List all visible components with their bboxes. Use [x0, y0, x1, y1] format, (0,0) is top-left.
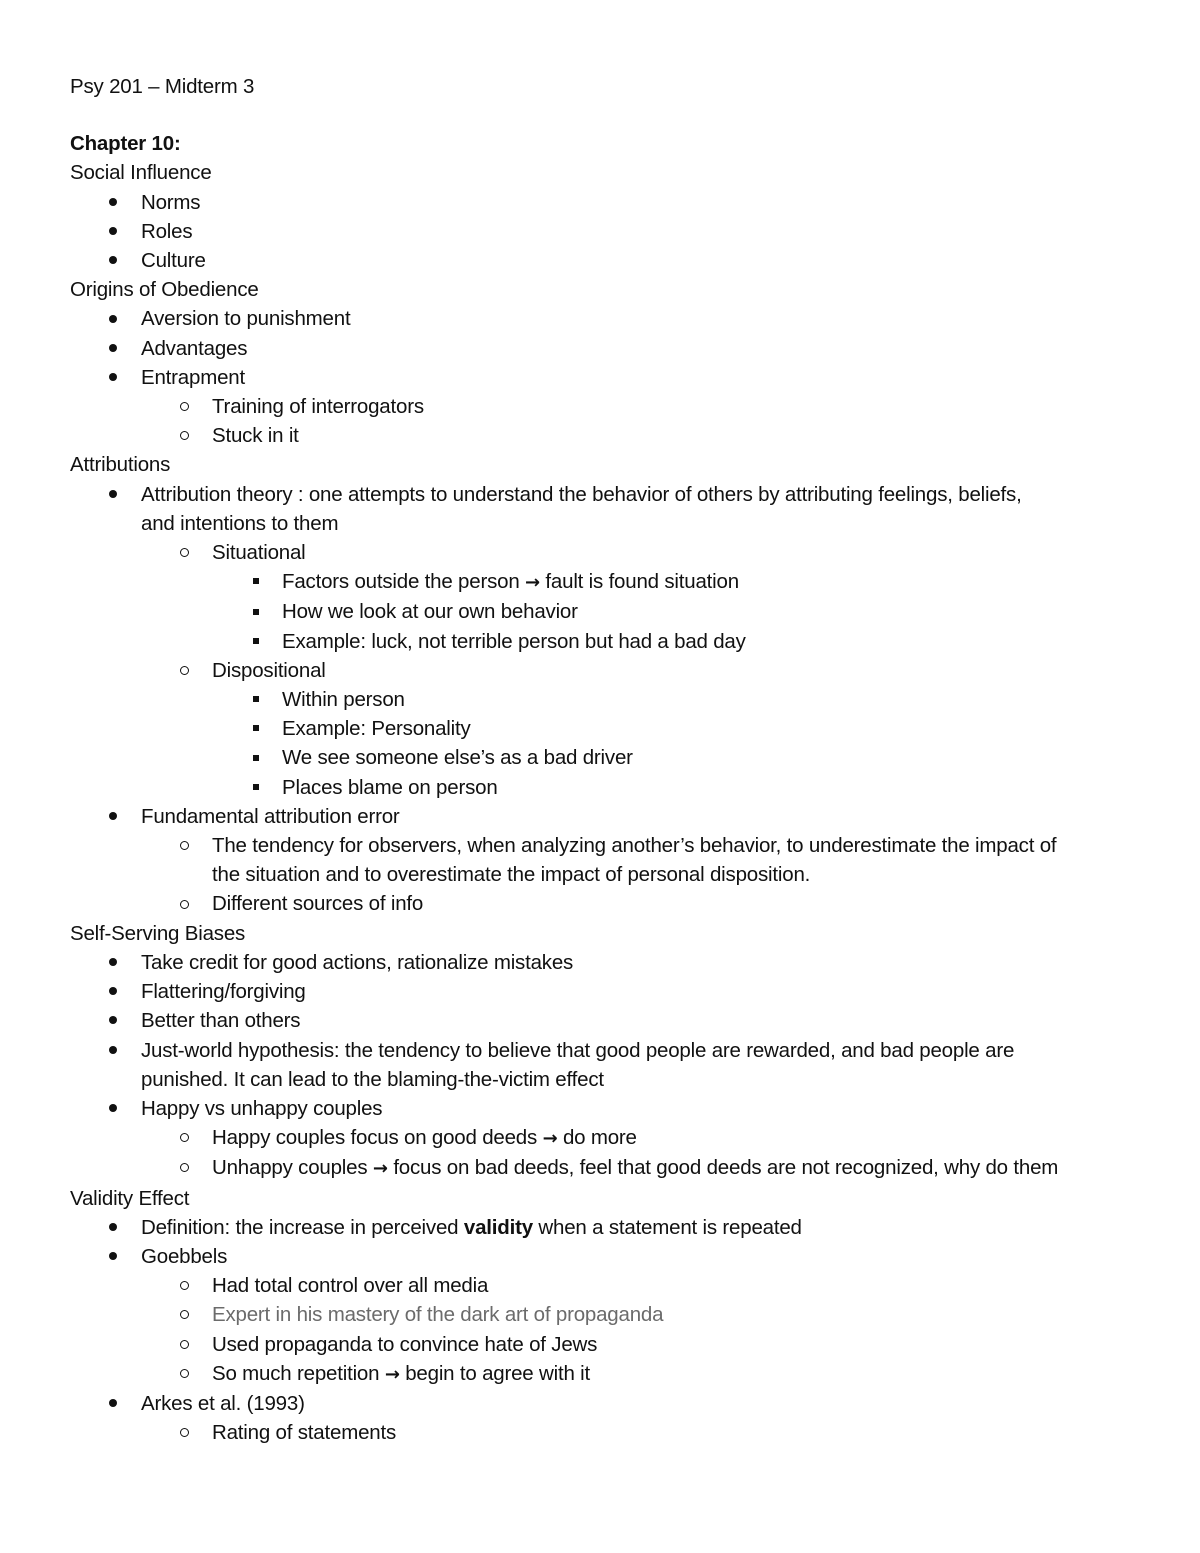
- bullet-circle-icon: [174, 1359, 194, 1388]
- bullet-dot-icon: [103, 1006, 123, 1035]
- bullet-dot-icon: [103, 188, 123, 217]
- bullet-dot-icon: [103, 1036, 123, 1065]
- sub-list-item: Different sources of info: [70, 889, 1140, 918]
- bullet-square-icon: [246, 627, 266, 656]
- list-item: Better than others: [70, 1006, 1140, 1035]
- bullet-square-icon: [246, 597, 266, 626]
- sub-list-item: Dispositional: [70, 656, 1140, 685]
- section-heading-self-serving: Self-Serving Biases: [70, 921, 246, 945]
- bullet-dot-icon: [103, 363, 123, 392]
- section-heading-attributions: Attributions: [70, 453, 171, 477]
- right-arrow-icon: →: [384, 1363, 400, 1385]
- bullet-dot-icon: [103, 977, 123, 1006]
- sub-sub-list-item: How we look at our own behavior: [70, 597, 1140, 626]
- bullet-square-icon: [246, 567, 266, 596]
- sub-list-item: Happy couples focus on good deeds → do more: [70, 1123, 1140, 1153]
- bullet-circle-icon: [174, 656, 194, 685]
- list-item: Culture: [70, 246, 1140, 275]
- document-page: [70, 72, 1140, 1447]
- sub-list-item: Used propaganda to convince hate of Jews: [70, 1330, 1140, 1359]
- sub-sub-list-item: Places blame on person: [70, 773, 1140, 802]
- list-item-continuation: punished. It can lead to the blaming-the-victim effect: [141, 1067, 604, 1091]
- list-item: Roles: [70, 217, 1140, 246]
- bullet-square-icon: [246, 773, 266, 802]
- list-item: Fundamental attribution error: [70, 802, 1140, 831]
- list-item: Flattering/forgiving: [70, 977, 1140, 1006]
- section-heading-obedience: Origins of Obedience: [70, 278, 259, 302]
- bullet-dot-icon: [103, 802, 123, 831]
- bullet-dot-icon: [103, 948, 123, 977]
- bullet-dot-icon: [103, 304, 123, 333]
- bullet-circle-icon: [174, 1330, 194, 1359]
- right-arrow-icon: →: [542, 1128, 558, 1150]
- bullet-dot-icon: [103, 334, 123, 363]
- bullet-square-icon: [246, 685, 266, 714]
- sub-list-item: The tendency for observers, when analyzing another’s behavior, to underestimate the impact of: [70, 831, 1140, 860]
- list-item: Aversion to punishment: [70, 304, 1140, 333]
- bullet-dot-icon: [103, 246, 123, 275]
- bullet-square-icon: [246, 714, 266, 743]
- sub-list-item: Rating of statements: [70, 1418, 1140, 1447]
- bullet-circle-icon: [174, 1153, 194, 1182]
- bullet-dot-icon: [103, 1242, 123, 1271]
- sub-list-item-continuation: the situation and to overestimate the impact of personal disposition.: [212, 863, 811, 887]
- bullet-circle-icon: [174, 1123, 194, 1152]
- sub-sub-list-item: Within person: [70, 685, 1140, 714]
- bullet-circle-icon: [174, 831, 194, 860]
- bullet-dot-icon: [103, 1389, 123, 1418]
- bullet-dot-icon: [103, 1094, 123, 1123]
- right-arrow-icon: →: [525, 572, 540, 594]
- section-heading-social-influence: Social Influence: [70, 161, 212, 185]
- list-item: Norms: [70, 188, 1140, 217]
- sub-list-item: Unhappy couples → focus on bad deeds, feel that good deeds are not recognized, why do them: [70, 1153, 1140, 1183]
- document-title: Psy 201 – Midterm 3: [70, 75, 255, 98]
- bullet-square-icon: [246, 743, 266, 772]
- list-item: Advantages: [70, 334, 1140, 363]
- chapter-heading: Chapter 10:: [70, 132, 181, 156]
- sub-sub-list-item: We see someone else’s as a bad driver: [70, 743, 1140, 772]
- list-item: Definition: the increase in perceived validity when a statement is repeated: [70, 1213, 1140, 1242]
- list-item: Attribution theory : one attempts to understand the behavior of others by attributing feelings, beliefs,: [70, 480, 1140, 509]
- sub-list-item: So much repetition → begin to agree with it: [70, 1359, 1140, 1389]
- bullet-dot-icon: [103, 1213, 123, 1242]
- bullet-circle-icon: [174, 889, 194, 918]
- sub-list-item: Stuck in it: [70, 421, 1140, 450]
- sub-list-item: Situational: [70, 538, 1140, 567]
- sub-list-item: Expert in his mastery of the dark art of propaganda: [70, 1300, 1140, 1329]
- sub-sub-list-item: Example: Personality: [70, 714, 1140, 743]
- bullet-circle-icon: [174, 392, 194, 421]
- list-item: Entrapment: [70, 363, 1140, 392]
- sub-sub-list-item: Factors outside the person → fault is found situation: [70, 567, 1140, 597]
- list-item: Goebbels: [70, 1242, 1140, 1271]
- bullet-dot-icon: [103, 480, 123, 509]
- list-item: Just-world hypothesis: the tendency to believe that good people are rewarded, and bad people are: [70, 1036, 1140, 1065]
- bullet-circle-icon: [174, 1300, 194, 1329]
- bullet-circle-icon: [174, 1271, 194, 1300]
- bullet-circle-icon: [174, 1418, 194, 1447]
- list-item: Happy vs unhappy couples: [70, 1094, 1140, 1123]
- sub-list-item: Had total control over all media: [70, 1271, 1140, 1300]
- bullet-dot-icon: [103, 217, 123, 246]
- list-item: Take credit for good actions, rationalize mistakes: [70, 948, 1140, 977]
- bullet-circle-icon: [174, 421, 194, 450]
- bullet-circle-icon: [174, 538, 194, 567]
- sub-list-item: Training of interrogators: [70, 392, 1140, 421]
- right-arrow-icon: →: [372, 1158, 388, 1180]
- list-item-continuation: and intentions to them: [141, 511, 339, 535]
- list-item: Arkes et al. (1993): [70, 1389, 1140, 1418]
- section-heading-validity: Validity Effect: [70, 1186, 190, 1210]
- sub-sub-list-item: Example: luck, not terrible person but had a bad day: [70, 627, 1140, 656]
